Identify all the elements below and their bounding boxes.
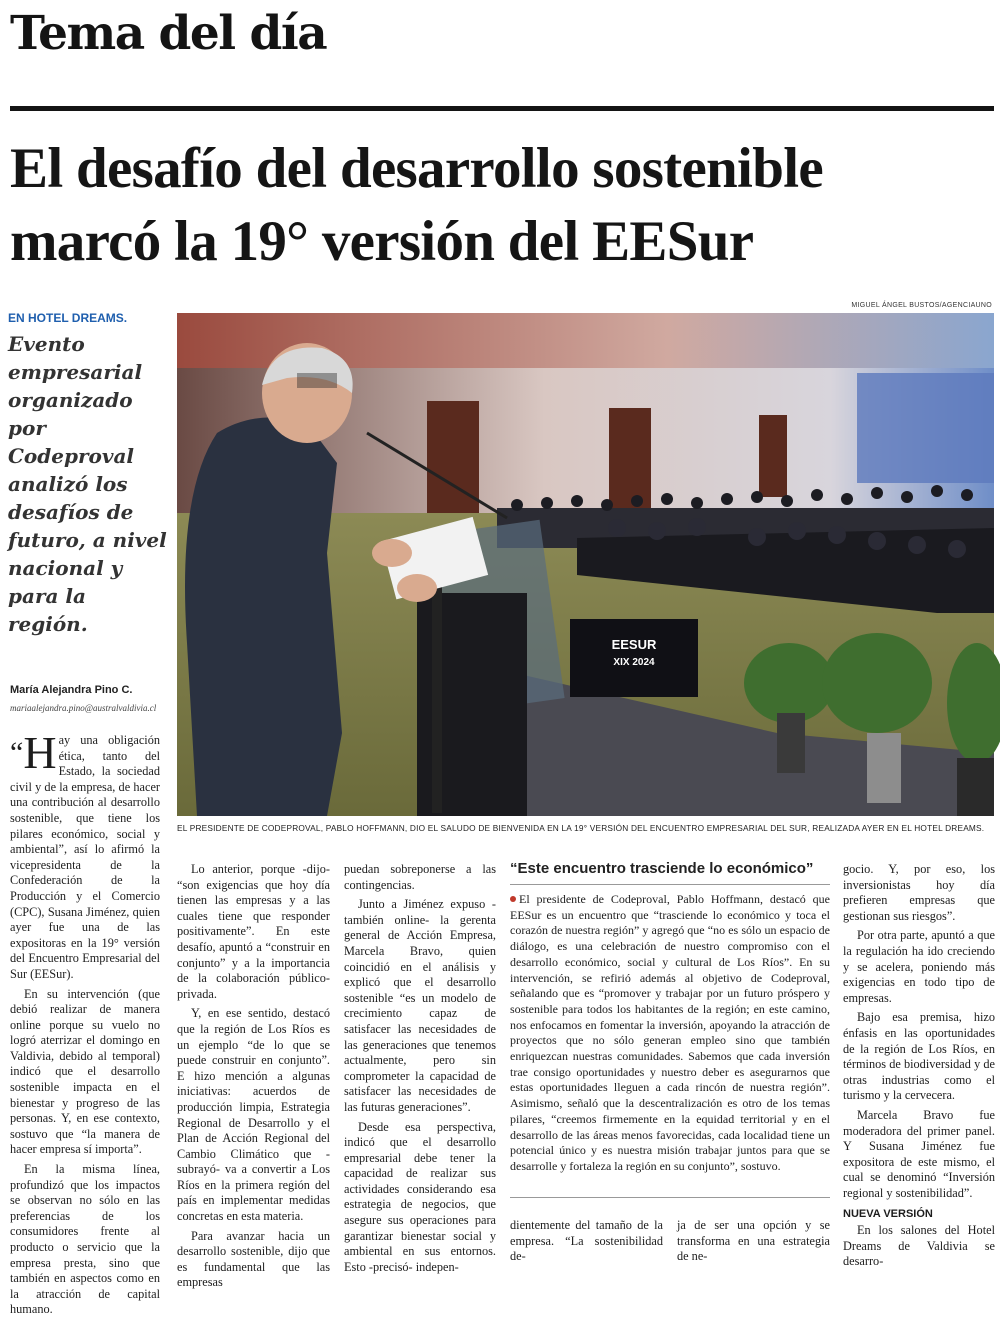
column-2 xyxy=(177,862,330,1291)
banner-line-1: EESUR xyxy=(611,637,657,652)
paragraph-15: Marcela Bravo fue moderadora del primer panel. Y Susana Jiménez fue expositora de este mismo, el cual se denominó “Inversión regional y sostenibilidad”. xyxy=(843,1107,995,1200)
paragraph-3: En la misma línea, profundizó que los impactos se observan no sólo en las preferencias de los consumidores frente al producto o servicio que la empresa presta, sino que también en aspectos como en la atracción de capital humano. xyxy=(10,1162,160,1317)
box-bottom-rule xyxy=(510,1197,830,1198)
box-top-rule xyxy=(510,884,830,885)
box-text xyxy=(510,892,830,1175)
section-rule xyxy=(10,106,994,111)
column-4a xyxy=(510,1218,663,1265)
drop-cap xyxy=(10,727,57,778)
paragraph-1-text: ay una obligación ética, tanto del Estado, la sociedad civil y de la empresa, de hacer una contribución al desarrollo sostenible, que tiene los pilares económico, social y ambiental”, así lo afirmó la vicepresidenta de la Confederación de la Producción y el Comercio (CPC), Susana Jiménez, quien ayer fue una de las expositoras en la 19° versión del Encuentro Empresarial del Sur (EESur). xyxy=(10,733,160,981)
paragraph-16: En los salones del Hotel Dreams de Valdivia se desarro- xyxy=(843,1223,995,1269)
author-name: María Alejandra Pino C. xyxy=(10,684,133,696)
paragraph-4: Lo anterior, porque -dijo- “son exigencias que hoy día tienen las empresas y a las cuales tiene que responder positivamente”. En este desafío, apuntó a “construir en conjunto” y a la importancia de la colaboración público-privada. xyxy=(177,862,330,1001)
paragraph-9: Desde esa perspectiva, indicó que el desarrollo empresarial debe tener la capacidad de realizar sus actividades considerando esa estrategia de negocios, que asegure sus operaciones para garantizar bienestar social y ambiental en sus entornos. Esto -precisó- indepen- xyxy=(344,1119,496,1274)
photo-caption: EL PRESIDENTE DE CODEPROVAL, PABLO HOFFMANN, DIO EL SALUDO DE BIENVENIDA EN LA 19° VERSIÓN DEL ENCUENTRO EMPRESARIAL DEL SUR, REALIZADA AYER EN EL HOTEL DREAMS. xyxy=(177,823,985,833)
box-title: “Este encuentro trasciende lo económico” xyxy=(510,860,814,877)
paragraph-10: dientemente del tamaño de la empresa. “La sostenibilidad de- xyxy=(510,1218,663,1264)
paragraph-13: Por otra parte, apuntó a que la regulación ha ido creciendo y se acelera, poniendo más exigencias en todo tipo de empresas. xyxy=(843,928,995,1005)
paragraph-8: Junto a Jiménez expuso -también online- la gerenta general de Acción Empresa, Marcela Bravo, quien coincidió en el análisis y explicó que el desarrollo sostenible “es un modelo de crecimiento capaz de satisfacer las necesidades de las generaciones que tenemos actualmente, pero sin comprometer la capacidad de satisfacer las necesidades de las futuras generaciones”. xyxy=(344,897,496,1114)
column-1 xyxy=(10,727,160,1318)
paragraph-6: Para avanzar hacia un desarrollo sostenible, dijo que es fundamental que las empresas xyxy=(177,1228,330,1290)
paragraph-7: puedan sobreponerse a las contingencias. xyxy=(344,862,496,892)
headline xyxy=(10,132,1000,278)
photo-credit: MIGUEL ÁNGEL BUSTOS/AGENCIAUNO xyxy=(851,302,992,309)
red-bullet-icon xyxy=(510,896,516,902)
subhead-nueva-version: NUEVA VERSIÓN xyxy=(843,1208,933,1221)
paragraph-1 xyxy=(10,727,160,983)
headline-line-2: marcó la 19° versión del EESur xyxy=(10,210,754,273)
kicker: EN HOTEL DREAMS. xyxy=(8,311,128,325)
event-photo xyxy=(177,313,994,816)
headline-line-1: El desafío del desarrollo sostenible xyxy=(10,137,823,200)
column-3 xyxy=(344,862,496,1275)
paragraph-11: ja de ser una opción y se transforma en una estrategia de ne- xyxy=(677,1218,830,1264)
section-title: Tema del día xyxy=(10,6,327,61)
banner-line-2: XIX 2024 xyxy=(613,657,655,668)
paragraph-14: Bajo esa premisa, hizo énfasis en las oportunidades de la región de Los Ríos, en términos de biodiversidad y de otras industrias como el turismo y la cervecera. xyxy=(843,1010,995,1103)
paragraph-2: En su intervención (que debió realizar de manera online porque su vuelo no logró aterrizar el domingo en Valdivia, debido al temporal) indicó que el desarrollo sostenible impacta en el bienestar y progreso de las personas. Y, en ese contexto, sostuvo que “la manera de hacer empresa sí importa”. xyxy=(10,986,160,1157)
column-4b xyxy=(677,1218,830,1265)
drop-quote: “ xyxy=(10,736,24,769)
box-paragraph: El presidente de Codeproval, Pablo Hoffmann, destacó que EESur es un encuentro que “trasciende lo económico y toca el corazón de nuestra región” y agregó que “no es sólo un espacio de diálogo, es una celebración de nuestro compromiso con el desarrollo económico, social y cultural de Los Ríos”. En su intervención, se refirió además al objetivo de Codeproval, señalando que es “promover y trabajar por un futuro próspero y sostenible para todos los habitantes de la región; en este camino, nos enfocamos en fomentar la inversión, apoyando la atracción de proyectos que no sólo generan empleo sino que también enriquezcan nuestras comunidades. Sabemos que cada inversión trae consigo oportunidades y nuestro deber es asegurarnos que estas oportunidades lleguen a cada rincón de nuestra región”. Asimismo, señaló que la descentralización es otro de los temas pilares, “creemos firmemente en la equidad territorial y en el desarrollo de las áreas menos favorecidas, cada localidad tiene un potencial único y es nuestra misión trabajar juntos para que se desarrolle y fortaleza la región en su conjunto”, sostuvo. xyxy=(510,892,830,1173)
paragraph-5: Y, en ese sentido, destacó que la región de Los Ríos es un ejemplo “de lo que se puede construir en conjunto”. E hizo mención a algunas iniciativas: acuerdos de producción limpia, Estrategia Regional de Desarrollo y el Plan de Acción Regional del Cambio Climático que -subrayó- va a convertir a Los Ríos en la primera región del país en implementar medidas concretas en esta materia. xyxy=(177,1006,330,1224)
column-5 xyxy=(843,862,995,1270)
lead-summary: Evento empresarial organizado por Codeproval analizó los desafíos de futuro, a nivel nacional y para la región. xyxy=(8,332,167,636)
drop-letter: H xyxy=(23,727,57,778)
event-photo-illustration xyxy=(177,313,994,816)
paragraph-12: gocio. Y, por eso, los inversionistas hoy día prefieren empresas que gestionan sus riesgos”. xyxy=(843,862,995,923)
author-email[interactable]: mariaalejandra.pino@australvaldivia.cl xyxy=(10,703,157,713)
